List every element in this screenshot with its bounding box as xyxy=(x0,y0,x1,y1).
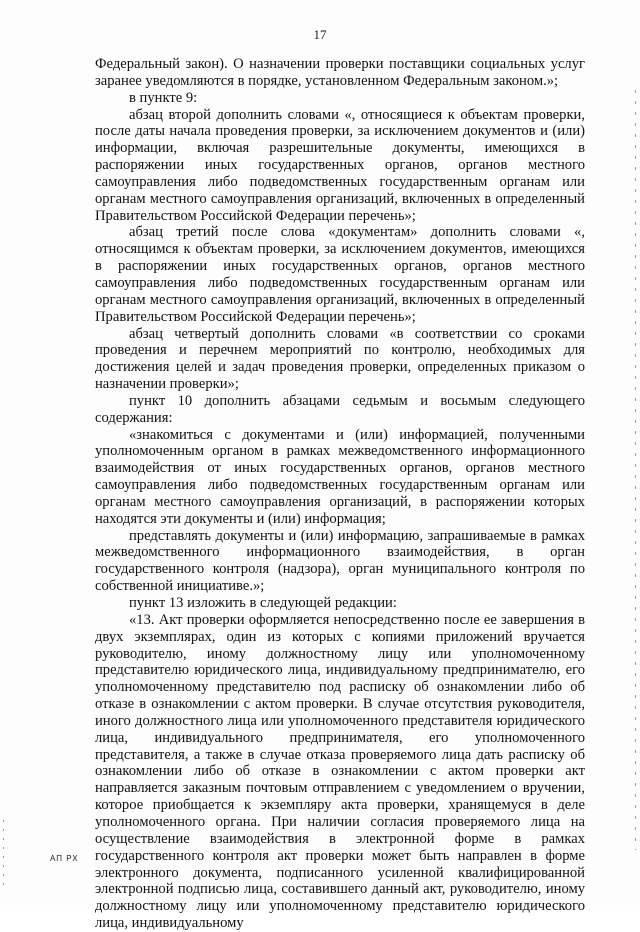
paragraph: пункт 10 дополнить абзацами седьмым и восьмым следующего содержания: xyxy=(95,392,585,426)
document-body xyxy=(95,56,585,932)
paragraph: «знакомиться с документами и (или) информацией, полученными уполномоченным органом в рамках межведомственного информационного взаимодействия от иных государственных органов, органов местного самоуправления либо подведомственных государственным органам или органам местного самоуправления организаций, в распоряжении которых находятся эти документы и (или) информация; xyxy=(95,426,585,527)
paragraph: Федеральный закон). О назначении проверки поставщики социальных услуг заранее уведомляются в порядке, установленном Федеральным законом.»; xyxy=(95,56,585,89)
page-number: 17 xyxy=(313,27,327,42)
paragraph: в пункте 9: xyxy=(129,89,198,106)
scan-edge-right xyxy=(635,90,636,850)
paragraph: абзац третий после слова «документам» дополнить словами «, относящимся к объектам проверки, за исключением документов, имеющихся в распоряжении иных государственных органов, органов местного самоуправления либо подведомственных государственным органам или органам местного самоуправления организаций, включенных в определенный Правительством Российской Федерации перечень»; xyxy=(95,224,585,325)
paragraph: «13. Акт проверки оформляется непосредственно после ее завершения в двух экземплярах, один из которых с копиями приложений вручается руководителю, иному должностному лицу или уполномоченному представителю юридического лица, индивидуальному предпринимателю, его уполномоченному представителю под расписку об ознакомлении либо об отказе в ознакомлении с актом проверки. В случае отсутствия руководителя, иного должностного лица или уполномоченного представителя юридического лица, индивидуального предпринимателя, его уполномоченного представителя, а также в случае отказа проверяемого лица дать расписку об ознакомлении либо об отказе в ознакомлении с актом проверки акт направляется заказным почтовым отправлением с уведомлением о вручении, которое приобщается к экземпляру акта проверки, хранящемуся в деле уполномоченного органа. При наличии согласия проверяемого лица на осуществление взаимодействия в электронной форме в рамках государственного контроля акт проверки может быть направлен в форме электронного документа, подписанного усиленной квалифицированной электронной подписью лица, составившего данный акт, руководителю, иному должностному лицу или уполномоченному представителю юридического лица, индивидуальному xyxy=(95,611,585,932)
paragraph: пункт 13 изложить в следующей редакции: xyxy=(129,595,397,611)
footer-mark: АП РХ xyxy=(50,854,79,863)
paragraph: представлять документы и (или) информацию, запрашиваемые в рамках межведомственного информационного взаимодействия, в орган государственного контроля (надзора), орган муниципального контроля по собственной инициативе.»; xyxy=(95,527,585,595)
scan-edge-left xyxy=(3,820,4,890)
paragraph: абзац второй дополнить словами «, относящиеся к объектам проверки, после даты начала проведения проверки, за исключением документов и (или) информации, включая разрешительные документы, имеющихся в распоряжении иных государственных органов, органов местного самоуправления либо подведомственных государственным органам или органам местного самоуправления организаций, включенных в определенный Правительством Российской Федерации перечень»; xyxy=(95,106,585,224)
paragraph: абзац четвертый дополнить словами «в соответствии со сроками проведения и перечнем мероприятий по контролю, необходимых для достижения целей и задач проведения проверки, определенных приказом о назначении проверки»; xyxy=(95,325,585,393)
